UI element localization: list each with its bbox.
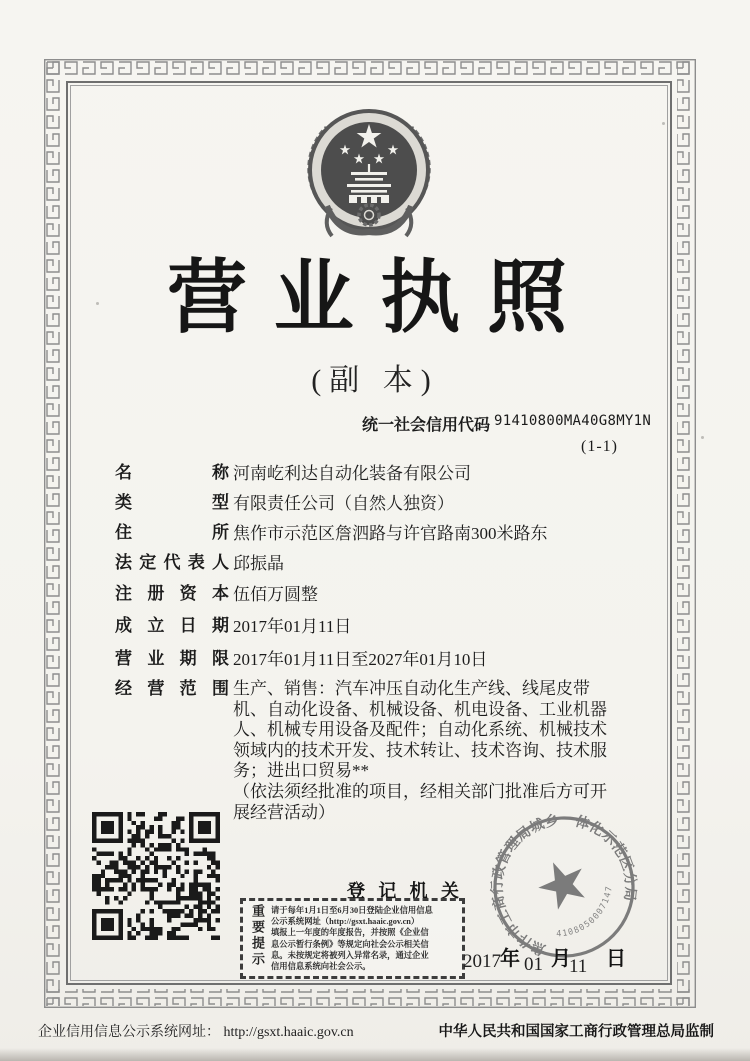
qr-code-icon: [92, 812, 220, 940]
field-label: 名 称: [115, 463, 229, 482]
registration-authority-title: 登 记 机 关: [347, 881, 459, 901]
field-value: 焦作市示范区詹泗路与许官路南300米路东: [233, 524, 548, 543]
seal-star-icon: [531, 853, 593, 914]
seal-serial-number: 4108050007147: [556, 884, 615, 940]
field-row-type: [115, 493, 685, 514]
footer-issuer: 中华人民共和国国家工商行政管理总局监制: [438, 1024, 714, 1040]
scope-line: 务；进出口贸易**: [233, 761, 369, 781]
scan-speck: [701, 436, 704, 439]
scope-line: 领域内的技术开发、技术转让、技术咨询、技术服: [233, 740, 607, 760]
credit-code-label: 统一社会信用代码: [362, 417, 491, 434]
field-value: 河南屹利达自动化装备有限公司: [233, 464, 471, 483]
field-label: 类 型: [115, 493, 229, 512]
field-row-capital: [115, 584, 685, 605]
field-row-address: [115, 523, 685, 544]
notice-side-label: 重要提示: [250, 904, 265, 968]
scope-line: 人、机械专用设备及配件；自动化系统、机械技术: [233, 720, 607, 740]
footer-public-system-url: [38, 1021, 354, 1041]
field-row-term: [115, 649, 685, 670]
credit-code-value: 91410800MA40G8MY1N: [494, 413, 652, 429]
important-notice-box: [240, 898, 465, 979]
seal-arc-text: 焦作市工商行政管理局城乡一体化示范区分局: [488, 811, 640, 959]
sheet-number: (1-1): [581, 438, 618, 455]
field-value: 2017年01月11日: [233, 617, 352, 636]
issue-date-day: 11: [569, 956, 588, 977]
year-unit-label: 年: [500, 948, 520, 970]
field-row-established: [115, 616, 685, 637]
scope-line: 生产、销售：汽车冲压自动化生产线、线尾皮带: [233, 679, 590, 698]
field-label: 营 业 期 限: [115, 649, 229, 668]
field-label: 注 册 资 本: [115, 584, 229, 603]
field-label: 法 定 代 表 人: [115, 553, 229, 572]
scope-line: 展经营活动）: [233, 802, 335, 822]
field-label: 经 营 范 围: [115, 679, 229, 698]
license-subtitle: (副 本): [311, 364, 439, 397]
field-value: 有限责任公司（自然人独资）: [233, 494, 454, 513]
field-row-legal-rep: [115, 553, 685, 574]
field-value: 伍佰万圆整: [233, 585, 318, 604]
scan-speck: [662, 122, 665, 125]
china-national-emblem-icon: [301, 106, 437, 254]
field-label: 住 所: [115, 523, 229, 542]
field-value: 邱振晶: [233, 554, 284, 573]
field-row-name: [115, 463, 685, 484]
license-title: 营 业 执 照: [167, 253, 567, 342]
footer-url-value: http://gsxt.haaic.gov.cn: [223, 1025, 354, 1040]
day-unit-label: 日: [606, 948, 626, 970]
field-value: 2017年01月11日至2027年01月10日: [233, 650, 488, 669]
scope-line: 机、自动化设备、机械设备、机电设备、工业机器: [233, 699, 607, 719]
scope-line: （依法须经批准的项目，经相关部门批准后方可开: [233, 781, 607, 801]
issue-date-month: 01: [524, 954, 543, 975]
month-unit-label: 月: [551, 948, 571, 970]
issue-date-year: 2017: [463, 951, 501, 972]
scan-speck: [96, 302, 99, 305]
notice-text: 请于每年1月1日至6月30日登陆企业信用信息 公示系统网址（http://gsxt.haaic.gov.cn） 填报上一年度的年度报告，并按照《企业信 息公示暂行条例》等规定向社会公示相关信 息。未按规定将被列入异常名录，通过企业 信用信息系统向社会公示。: [271, 906, 433, 972]
page-edge-shadow: [0, 1048, 750, 1061]
footer-url-label: 企业信用信息公示系统网址：: [38, 1025, 220, 1040]
field-label: 成 立 日 期: [115, 616, 229, 635]
